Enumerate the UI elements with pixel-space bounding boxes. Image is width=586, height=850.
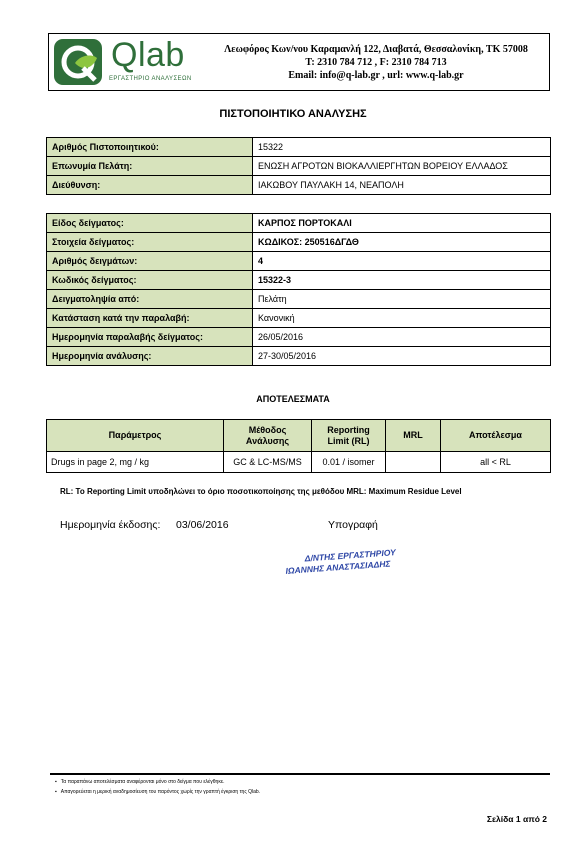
row-value: ΙΑΚΩΒΟΥ ΠΑΥΛΑΚΗ 14, ΝΕΑΠΟΛΗ xyxy=(253,176,551,195)
header-address: Λεωφόρος Κων/νου Καραμανλή 122, Διαβατά, Θεσσαλονίκη, ΤΚ 57008 xyxy=(224,44,528,55)
table-row xyxy=(47,290,551,309)
stamp-line2: ΙΩΑΝΝΗΣ ΑΝΑΣΤΑΣΙΑΔΗΣ xyxy=(285,558,391,576)
page-number: Σελίδα 1 από 2 xyxy=(486,814,547,824)
table-row xyxy=(47,157,551,176)
row-label: Είδος δείγματος: xyxy=(47,214,253,233)
cell-method: GC & LC-MS/MS xyxy=(224,452,312,473)
table-row xyxy=(47,214,551,233)
qlab-logo xyxy=(53,38,199,86)
results-title: ΑΠΟΤΕΛΕΣΜΑΤΑ xyxy=(256,394,330,404)
table-row xyxy=(47,176,551,195)
issue-date-label: Ημερομηνία έκδοσης: xyxy=(60,519,161,531)
footer-note: ▪ Τα παραπάνω αποτελέσματα αναφέρονται μόνο στο δείγμα που ελέγθηκε. xyxy=(55,777,260,787)
row-value: 15322 xyxy=(253,138,551,157)
rl-note: RL: To Reporting Limit υποδηλώνει το όριο ποσοτικοποίησης της μεθόδου MRL: Maximum Residue Level xyxy=(60,487,462,496)
table-row xyxy=(47,233,551,252)
row-value: ΚΩΔΙΚΟΣ: 250516ΔΓΔΘ xyxy=(253,233,551,252)
row-label: Ημερομηνία παραλαβής δείγματος: xyxy=(47,328,253,347)
row-label: Κωδικός δείγματος: xyxy=(47,271,253,290)
table-row xyxy=(47,271,551,290)
cell-reporting-limit: 0.01 / isomer xyxy=(312,452,386,473)
row-value: Πελάτη xyxy=(253,290,551,309)
header-phone: T: 2310 784 712 , F: 2310 784 713 xyxy=(305,57,447,68)
table-row xyxy=(47,252,551,271)
row-value: ΕΝΩΣΗ ΑΓΡΟΤΩΝ ΒΙΟΚΑΛΛΙΕΡΓΗΤΩΝ ΒΟΡΕΙΟΥ ΕΛΛΑΔΟΣ xyxy=(253,157,551,176)
results-table xyxy=(46,419,551,473)
q-leaf-icon xyxy=(53,38,105,86)
cell-mrl xyxy=(386,452,441,473)
header-contact-info xyxy=(205,43,547,82)
row-label: Δειγματοληψία από: xyxy=(47,290,253,309)
row-value: ΚΑΡΠΟΣ ΠΟΡΤΟΚΑΛΙ xyxy=(253,214,551,233)
row-label: Επωνυμία Πελάτη: xyxy=(47,157,253,176)
signature-label: Υπογραφή xyxy=(328,519,378,531)
logo-subtitle: ΕΡΓΑΣΤΗΡΙΟ ΑΝΑΛΥΣΕΩΝ xyxy=(109,76,192,82)
certificate-info-table xyxy=(46,137,551,195)
header-rl-line1: Reporting xyxy=(327,424,370,435)
table-row xyxy=(47,452,551,473)
row-value: 27-30/05/2016 xyxy=(253,347,551,366)
header-mrl: MRL xyxy=(386,420,441,452)
cell-parameter: Drugs in page 2, mg / kg xyxy=(47,452,224,473)
row-label: Αριθμός δειγμάτων: xyxy=(47,252,253,271)
table-row xyxy=(47,347,551,366)
header-method xyxy=(224,420,312,452)
row-label: Κατάσταση κατά την παραλαβή: xyxy=(47,309,253,328)
director-stamp xyxy=(284,545,425,577)
header-parameter: Παράμετρος xyxy=(47,420,224,452)
header-result: Αποτέλεσμα xyxy=(441,420,551,452)
header-rl-line2: Limit (RL) xyxy=(327,435,370,446)
table-row xyxy=(47,309,551,328)
row-label: Αριθμός Πιστοποιητικού: xyxy=(47,138,253,157)
header-reporting-limit xyxy=(312,420,386,452)
row-value: Κανονική xyxy=(253,309,551,328)
footer-divider xyxy=(50,773,550,775)
logo-name: Qlab xyxy=(111,36,185,74)
footer-notes xyxy=(55,777,260,797)
row-label: Στοιχεία δείγματος: xyxy=(47,233,253,252)
footer-note: ▪ Απαγορεύεται η μερική αναδημοσίευση του παρόντος χωρίς την γραπτή έγκριση της Qlab. xyxy=(55,787,260,797)
header-method-line1: Μέθοδος xyxy=(248,424,287,435)
stamp-line1: Δ/ΝΤΗΣ ΕΡΓΑΣΤΗΡΙΟΥ xyxy=(304,547,397,564)
cell-result: all < RL xyxy=(441,452,551,473)
results-header-row xyxy=(47,420,551,452)
table-row xyxy=(47,328,551,347)
sample-info-table xyxy=(46,213,551,366)
row-value: 4 xyxy=(253,252,551,271)
document-title: ΠΙΣΤΟΠΟΙΗΤΙΚΟ ΑΝΑΛΥΣΗΣ xyxy=(219,108,367,120)
row-value: 15322-3 xyxy=(253,271,551,290)
table-row xyxy=(47,138,551,157)
row-value: 26/05/2016 xyxy=(253,328,551,347)
row-label: Διεύθυνση: xyxy=(47,176,253,195)
letterhead xyxy=(48,33,550,91)
issue-date-value: 03/06/2016 xyxy=(176,519,229,531)
header-method-line2: Ανάλυσης xyxy=(245,435,290,446)
row-label: Ημερομηνία ανάλυσης: xyxy=(47,347,253,366)
header-email-url: Email: info@q-lab.gr , url: www.q-lab.gr xyxy=(288,70,464,81)
